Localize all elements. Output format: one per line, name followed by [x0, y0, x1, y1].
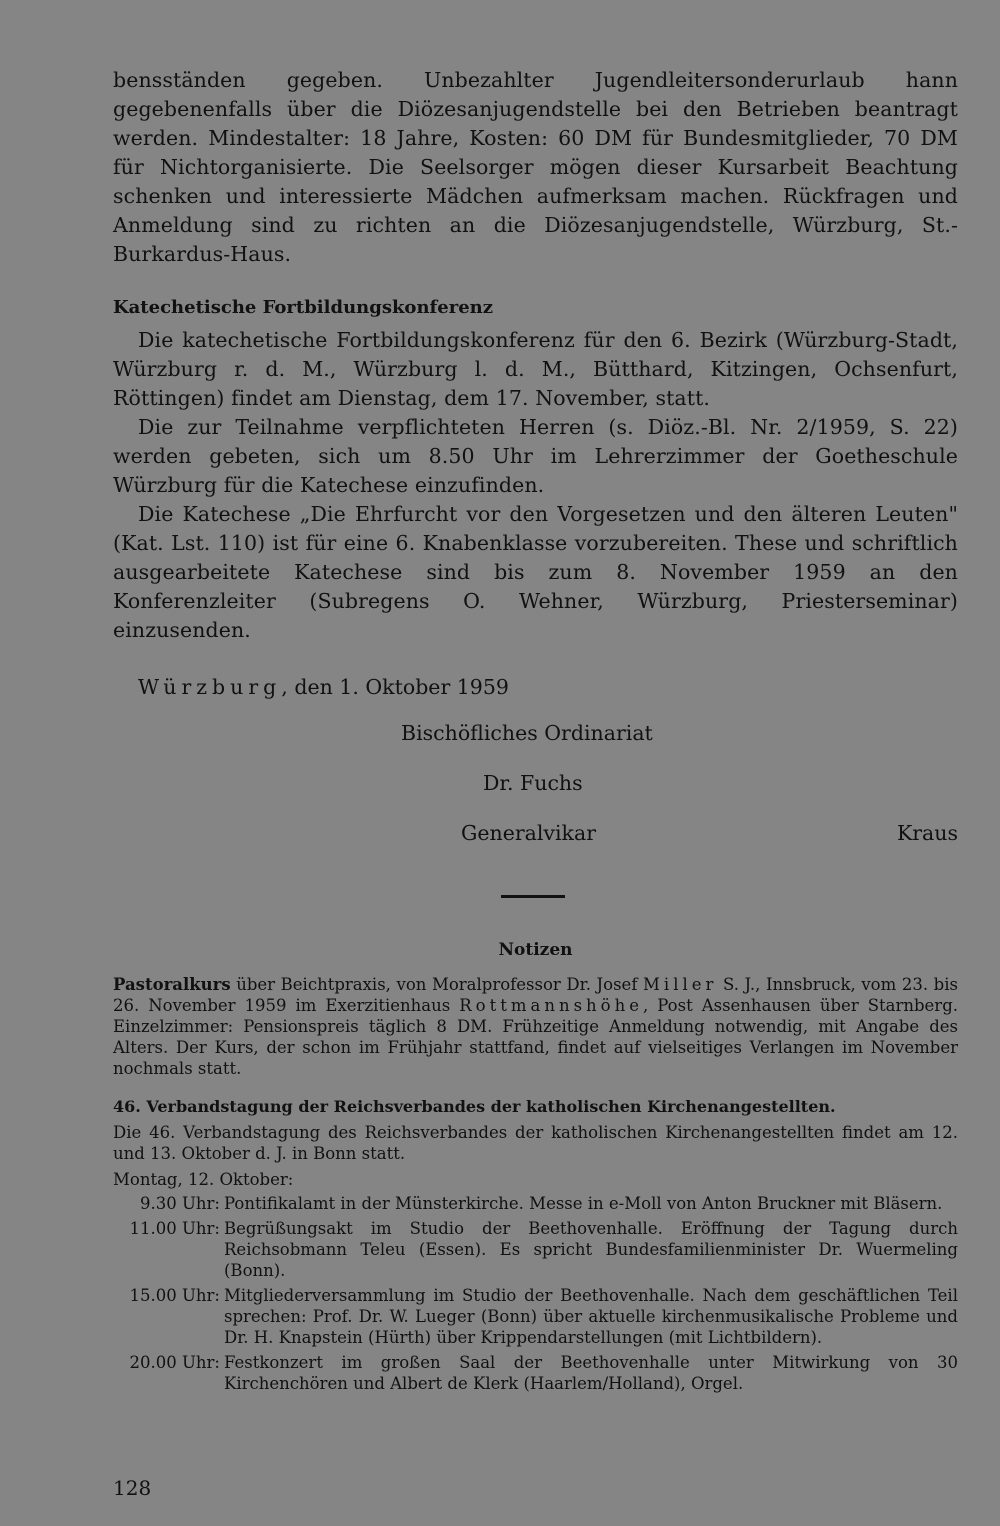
notes-text-c: , Post Assenhausen über Starnberg. Einzelzimmer: Pensionspreis täglich 8 DM. Frühzeitige Anmeldung notwendig, mit Angabe des Alters. Der Kurs, der schon im Frühjahr stattfand, findet auf vielseitiges Verlangen im November nochmals statt.: [113, 996, 959, 1078]
page-number: 128: [113, 1476, 152, 1500]
document-page: [113, 66, 958, 1394]
notes-item-lead: Pastoralkurs: [113, 975, 231, 994]
signature-block: [113, 719, 958, 869]
dateline-place: Würzburg: [138, 675, 282, 699]
signature-title: Generalvikar: [461, 821, 597, 845]
section-paragraph-2: Die zur Teilnahme verpflichteten Herren (s. Diöz.-Bl. Nr. 2/1959, S. 22) werden gebeten, sich um 8.50 Uhr im Lehrerzimmer der Goetheschule Würzburg für die Katechese einzufinden.: [113, 415, 958, 497]
notes-spaced-rottmannshoehe: Rottmannshöhe: [459, 996, 644, 1015]
schedule-time: 11.00 Uhr:: [129, 1219, 220, 1238]
schedule-list: [113, 1193, 958, 1394]
intro-paragraph: bensständen gegeben. Unbezahlter Jugendleitersonderurlaub hann gegebenenfalls über die Diözesanjugendstelle bei den Betrieben beantragt werden. Mindestalter: 18 Jahre, Kosten: 60 DM für Bundesmitglieder, 70 DM für Nichtorganisierte. Die Seelsorger mögen dieser Kursarbeit Beachtung schenken und interessierte Mädchen aufmerksam machen. Rückfragen und Anmeldung sind zu richten an die Diözesanjugendstelle, Würzburg, St.-Burkardus-Haus.: [113, 68, 958, 266]
signature-office: Bischöfliches Ordinariat: [401, 721, 653, 745]
notes-text-b: S. J., Innsbruck, vom 23. bis 26. November 1959 im Exerzitienhaus: [113, 975, 958, 1015]
notes-heading: Notizen: [498, 940, 573, 960]
schedule-desc: Festkonzert im großen Saal der Beethovenhalle unter Mitwirkung von 30 Kirchenchören und Albert de Klerk (Haarlem/Holland), Orgel.: [224, 1353, 958, 1393]
schedule-row: [113, 1218, 958, 1281]
schedule-time: 9.30 Uhr:: [140, 1194, 220, 1213]
dateline-date: , den 1. Oktober 1959: [281, 675, 509, 699]
section-heading-katechetische: Katechetische Fortbildungskonferenz: [113, 297, 493, 318]
schedule-row: [113, 1352, 958, 1394]
notes-item2-intro: Die 46. Verbandstagung des Reichsverbandes der katholischen Kirchenangestellten findet am 12. und 13. Oktober d. J. in Bonn statt.: [113, 1123, 958, 1163]
schedule-day: Montag, 12. Oktober:: [113, 1170, 294, 1189]
notes-item-pastoralkurs: [113, 974, 958, 1079]
schedule-time: 15.00 Uhr:: [129, 1286, 220, 1305]
schedule-desc: Mitgliederversammlung im Studio der Beethovenhalle. Nach dem geschäftlichen Teil sprechen: Prof. Dr. W. Lueger (Bonn) über aktuelle kirchenmusikalische Probleme und Dr. H. Knapstein (Hürth) über Krippendarstellungen (mit Lichtbildern).: [224, 1286, 958, 1347]
notes-text-a: über Beichtpraxis, von Moralprofessor Dr. Josef: [230, 975, 644, 994]
signature-name: Dr. Fuchs: [483, 771, 583, 795]
schedule-row: [113, 1285, 958, 1348]
notes-item2-heading: 46. Verbandstagung der Reichsverbandes der katholischen Kirchenangestellten.: [113, 1097, 836, 1116]
schedule-desc: Pontifikalamt in der Münsterkirche. Messe in e-Moll von Anton Bruckner mit Bläsern.: [224, 1194, 943, 1213]
dateline: [113, 675, 958, 699]
section-paragraph-3: Die Katechese „Die Ehrfurcht vor den Vorgesetzen und den älteren Leuten" (Kat. Lst. 110) ist für eine 6. Knabenklasse vorzubereiten. These und schriftlich ausgearbeitete Katechese sind bis zum 8. November 1959 an den Konferenzleiter (Subregens O. Wehner, Würzburg, Priesterseminar) einzusenden.: [113, 502, 958, 642]
notes-spaced-miller: Miller: [643, 975, 718, 994]
schedule-row: [113, 1193, 958, 1214]
schedule-desc: Begrüßungsakt im Studio der Beethovenhalle. Eröffnung der Tagung durch Reichsobmann Teleu (Essen). Es spricht Bundesfamilienminister Dr. Wuermeling (Bonn).: [224, 1219, 958, 1280]
schedule-time: 20.00 Uhr:: [129, 1353, 220, 1372]
section-paragraph-1: Die katechetische Fortbildungskonferenz für den 6. Bezirk (Würzburg-Stadt, Würzburg r. d. M., Würzburg l. d. M., Bütthard, Kitzingen, Ochsenfurt, Röttingen) findet am Dienstag, dem 17. November, statt.: [113, 328, 958, 410]
divider-rule: [501, 895, 565, 898]
signature-cosigner: Kraus: [896, 821, 958, 845]
